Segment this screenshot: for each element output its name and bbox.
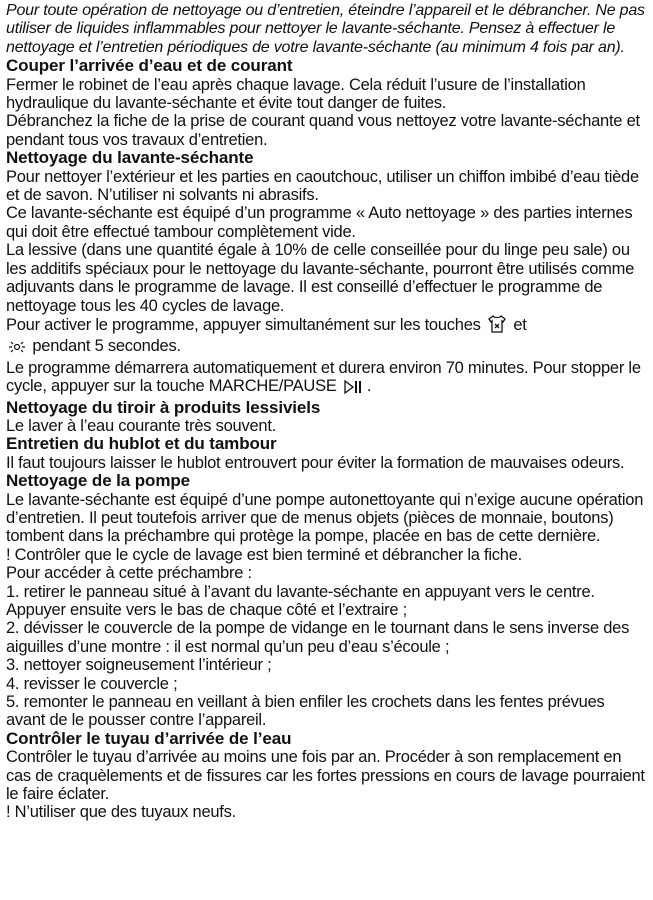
heading-machine-cleaning: Nettoyage du lavante-séchante xyxy=(6,148,254,168)
paragraph: Le laver à l’eau courante très souvent. xyxy=(6,416,277,435)
warning-paragraph: ! N’utiliser que des tuyaux neufs. xyxy=(6,803,236,822)
paragraph: Le programme démarrera automatiquement et durera environ 70 minutes. Pour stopper le cycle, appuyer sur la touche MARCHE/PAUSE . xyxy=(6,359,647,399)
paragraph: Le lavante-séchante est équipé d’une pompe autonettoyante qui n’exige aucune opération d’entretien. Il peut toutefois arriver que de menus objets (pièces de monnaie, boutons) tombent dans la préchambre qui protège la pompe, placée en bas de cette dernière. xyxy=(6,490,644,546)
heading-inlet-hose: Contrôler le tuyau d’arrivée de l’eau xyxy=(6,728,292,748)
paragraph: Contrôler le tuyau d’arrivée au moins une fois par an. Procéder à son remplacement en cas de craquèlements et de fissures car les fortes pressions en cours de lavage pourraient le faire éclater. xyxy=(6,748,645,804)
heading-water-power: Couper l’arrivée d’eau et de courant xyxy=(6,56,293,76)
activation-text-b: et xyxy=(513,315,527,334)
step-item: 1. retirer le panneau situé à l’avant du lavante-séchante en appuyant vers le centre. Appuyer ensuite vers le bas de chaque côté et l’extraire ; xyxy=(6,582,595,619)
activation-text-a: Pour activer le programme, appuyer simultanément sur les touches xyxy=(6,315,481,334)
heading-door-drum: Entretien du hublot et du tambour xyxy=(6,434,277,454)
paragraph: Pour accéder à cette préchambre : xyxy=(6,564,252,583)
paragraph: Ce lavante-séchante est équipé d’un programme « Auto nettoyage » des parties internes qui doit être effectué tambour complètement vide. xyxy=(6,204,633,241)
paragraph: Débranchez la fiche de la prise de courant quand vous nettoyez votre lavante-séchante et pendant tous vos travaux d’entretien. xyxy=(6,112,640,149)
paragraph: La lessive (dans une quantité égale à 10% de celle conseillée pour du linge peu sale) ou les additifs spéciaux pour le nettoyage du lavante-séchante, pourront être utilisés comme adjuvants dans le programme de lavage. Il est conseillé d’effectuer le programme de nettoyage tous les 40 cycles de lavage. xyxy=(6,241,635,315)
activation-text-c: pendant 5 secondes. xyxy=(32,337,181,356)
intro-warning: Pour toute opération de nettoyage ou d’entretien, éteindre l’appareil et le débrancher. Ne pas utiliser de liquides inflammables pour nettoyer le lavante-séchante. Pensez à effectuer le nettoyage et l’entretien périodiques de votre lavante-séchante (au minimum 4 fois par an). xyxy=(6,2,645,56)
step-item: 5. remonter le panneau en veillant à bien enfiler les crochets dans les fentes prévues avant de le pousser contre l’appareil. xyxy=(6,693,605,730)
paragraph: Il faut toujours laisser le hublot entrouvert pour éviter la formation de mauvaises odeurs. xyxy=(6,453,625,472)
warning-paragraph: ! Contrôler que le cycle de lavage est bien terminé et débrancher la fiche. xyxy=(6,545,522,564)
step-item: 2. dévisser le couvercle de la pompe de vidange en le tournant dans le sens inverse des aiguilles d’une montre : il est normal qu’un peu d’eau s’écoule ; xyxy=(6,619,630,656)
sun-dry-icon xyxy=(8,340,26,358)
paragraph: Fermer le robinet de l’eau après chaque lavage. Cela réduit l’usure de l’installation hydraulique du lavante-séchante et évite tout danger de fuites. xyxy=(6,75,586,113)
heading-drawer-cleaning: Nettoyage du tiroir à produits lessiviels xyxy=(6,397,321,417)
step-item: 4. revisser le couvercle ; xyxy=(6,674,178,693)
activation-paragraph xyxy=(6,315,647,359)
play-pause-icon xyxy=(343,380,365,398)
step-item: 3. nettoyer soigneusement l’intérieur ; xyxy=(6,656,272,675)
paragraph: Pour nettoyer l’extérieur et les parties en caoutchouc, utiliser un chiffon imbibé d’eau tiède et de savon. N’utiliser ni solvants ni abrasifs. xyxy=(6,167,639,205)
heading-pump-cleaning: Nettoyage de la pompe xyxy=(6,471,190,491)
program-duration-text: Le programme démarrera automatiquement et durera environ 70 minutes. Pour stopper le cycle, appuyer sur la touche MARCHE/PAUSE xyxy=(6,358,641,396)
shirt-stain-icon xyxy=(487,315,507,337)
